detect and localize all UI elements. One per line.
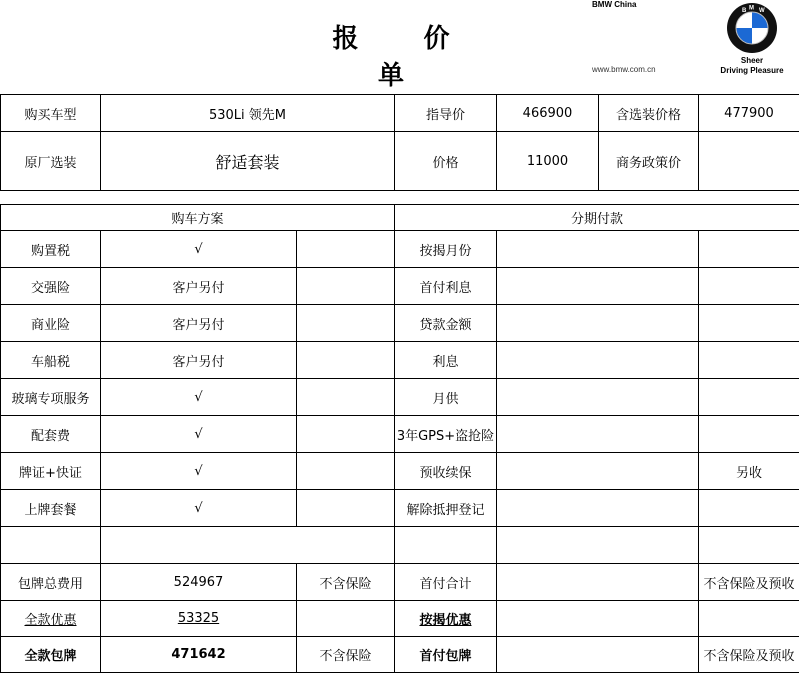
- quote-table: [0, 94, 799, 673]
- full-package-label: 全款包牌: [1, 637, 101, 673]
- full-discount-label: 全款优惠: [1, 601, 101, 637]
- mortgage-discount-label: 按揭优惠: [395, 601, 497, 637]
- plan-right-extra: [699, 231, 799, 268]
- full-discount-extra: [297, 601, 395, 637]
- table-row-blank: [1, 527, 799, 564]
- blank-cell: [1, 527, 101, 564]
- plan-right-value: [497, 268, 699, 305]
- plan-left-extra: [297, 490, 395, 527]
- slogan-line-1: Sheer: [740, 56, 764, 65]
- plan-right-label: 贷款金额: [395, 305, 497, 342]
- plan-left-value: 客户另付: [101, 268, 297, 305]
- table-row: [1, 416, 799, 453]
- full-discount-value: 53325: [101, 601, 297, 637]
- plan-left-label: 上牌套餐: [1, 490, 101, 527]
- table-row: [1, 453, 799, 490]
- table-row: [1, 305, 799, 342]
- plan-right-extra: [699, 305, 799, 342]
- business-label: 商务政策价: [599, 132, 699, 191]
- plan-right-value: [497, 342, 699, 379]
- plan-left-value: √: [101, 379, 297, 416]
- installment-heading: 分期付款: [395, 205, 799, 231]
- table-row: [1, 268, 799, 305]
- package-total-value: 524967: [101, 564, 297, 601]
- plan-left-label: 玻璃专项服务: [1, 379, 101, 416]
- package-total-label: 包牌总费用: [1, 564, 101, 601]
- plan-left-extra: [297, 379, 395, 416]
- plan-left-extra: [297, 268, 395, 305]
- plan-left-value: 客户另付: [101, 305, 297, 342]
- plan-left-value: √: [101, 490, 297, 527]
- msrp-value: 466900: [497, 95, 599, 132]
- purchase-plan-heading: 购车方案: [1, 205, 395, 231]
- company-url: www.bmw.com.cn: [592, 65, 656, 74]
- bmw-logo-block: [580, 0, 799, 82]
- section-gap: [1, 191, 799, 205]
- table-row-model: [1, 95, 799, 132]
- plan-left-label: 牌证+快证: [1, 453, 101, 490]
- plan-right-extra: 另收: [699, 453, 799, 490]
- blank-cell: [395, 527, 497, 564]
- plan-right-value: [497, 379, 699, 416]
- blank-cell: [101, 527, 395, 564]
- plan-left-value: 客户另付: [101, 342, 297, 379]
- plan-right-extra: [699, 416, 799, 453]
- price-label: 价格: [395, 132, 497, 191]
- plan-left-extra: [297, 342, 395, 379]
- table-row-options: [1, 132, 799, 191]
- factory-options-value: 舒适套装: [101, 132, 395, 191]
- plan-right-label: 预收续保: [395, 453, 497, 490]
- bmw-roundel-icon: [726, 2, 778, 54]
- plan-left-extra: [297, 453, 395, 490]
- downpayment-package-label: 首付包牌: [395, 637, 497, 673]
- roundel-letter-b: B: [742, 8, 747, 14]
- plan-right-label: 利息: [395, 342, 497, 379]
- business-value: [699, 132, 799, 191]
- downpayment-total-value: [497, 564, 699, 601]
- plan-right-value: [497, 490, 699, 527]
- brand-slogan: [717, 56, 787, 76]
- mortgage-discount-extra: [699, 601, 799, 637]
- plan-left-label: 商业险: [1, 305, 101, 342]
- plan-right-value: [497, 231, 699, 268]
- with-options-value: 477900: [699, 95, 799, 132]
- downpayment-package-note: 不含保险及预收: [699, 637, 799, 673]
- table-row: [1, 231, 799, 268]
- plan-right-value: [497, 416, 699, 453]
- table-row-gap: [1, 191, 799, 205]
- plan-left-label: 车船税: [1, 342, 101, 379]
- plan-right-label: 按揭月份: [395, 231, 497, 268]
- plan-left-label: 配套费: [1, 416, 101, 453]
- roundel-letter-m: M: [749, 5, 754, 12]
- table-row-discounts: [1, 601, 799, 637]
- downpayment-total-note: 不含保险及预收: [699, 564, 799, 601]
- downpayment-total-label: 首付合计: [395, 564, 497, 601]
- plan-left-label: 交强险: [1, 268, 101, 305]
- roundel-letter-w: W: [759, 8, 765, 14]
- package-total-note: 不含保险: [297, 564, 395, 601]
- company-name: BMW China: [592, 0, 637, 9]
- model-value: 530Li 领先M: [101, 95, 395, 132]
- table-row-package-total: [1, 564, 799, 601]
- plan-left-extra: [297, 305, 395, 342]
- table-row-section-headings: [1, 205, 799, 231]
- mortgage-discount-value: [497, 601, 699, 637]
- plan-left-value: √: [101, 416, 297, 453]
- factory-options-label: 原厂选装: [1, 132, 101, 191]
- plan-left-extra: [297, 416, 395, 453]
- plan-right-label: 首付利息: [395, 268, 497, 305]
- with-options-label: 含选装价格: [599, 95, 699, 132]
- full-package-note: 不含保险: [297, 637, 395, 673]
- plan-right-value: [497, 453, 699, 490]
- msrp-label: 指导价: [395, 95, 497, 132]
- plan-right-extra: [699, 268, 799, 305]
- table-row: [1, 342, 799, 379]
- plan-left-value: √: [101, 453, 297, 490]
- blank-cell: [497, 527, 699, 564]
- plan-right-value: [497, 305, 699, 342]
- table-row: [1, 490, 799, 527]
- full-package-value: 471642: [101, 637, 297, 673]
- plan-left-label: 购置税: [1, 231, 101, 268]
- slogan-line-2: Driving Pleasure: [720, 66, 784, 75]
- price-value: 11000: [497, 132, 599, 191]
- table-row: [1, 379, 799, 416]
- plan-right-label: 月供: [395, 379, 497, 416]
- plan-right-extra: [699, 342, 799, 379]
- downpayment-package-value: [497, 637, 699, 673]
- plan-right-extra: [699, 379, 799, 416]
- plan-right-label: 3年GPS+盗抢险: [395, 416, 497, 453]
- blank-cell: [699, 527, 799, 564]
- plan-right-extra: [699, 490, 799, 527]
- plan-left-value: √: [101, 231, 297, 268]
- plan-left-extra: [297, 231, 395, 268]
- model-label: 购买车型: [1, 95, 101, 132]
- table-row-package-final: [1, 637, 799, 673]
- plan-right-label: 解除抵押登记: [395, 490, 497, 527]
- page-title: 报 价 单: [332, 24, 478, 91]
